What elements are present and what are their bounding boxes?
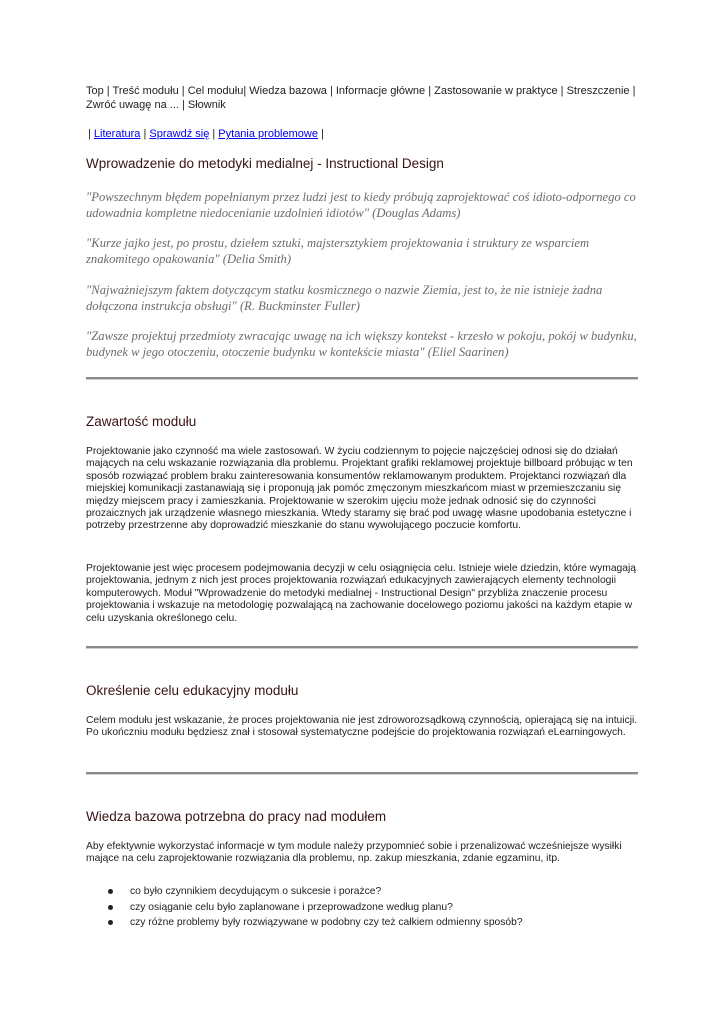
link-sprawdz-sie[interactable]: Sprawdź się [149, 128, 210, 140]
knowledge-paragraph: Aby efektywnie wykorzystać informacje w tym module należy przypomnieć sobie i przenalizować wcześniejsze wysiłki mające na celu zaprojektowanie rozwiązania dla problemu, np. zakup mieszkania, zdanie egzaminu, itp. [86, 841, 622, 865]
quote-eliel-saarinen: "Zawsze projektuj przedmioty zwracając uwagę na ich większy kontekst - krzesło w pokoju, pokój w budynku, budynek w jego otoczeniu, otoczenie budynku w kontekście miasta" (Eliel Saarinen) [86, 329, 637, 359]
list-item-text: czy różne problemy były rozwiązywane w podobny czy też całkiem odmienny sposób? [130, 917, 523, 928]
content-heading: Zawartość modułu [86, 414, 197, 429]
nav-separator: | [209, 128, 219, 140]
bullet-icon [108, 889, 113, 894]
top-navigation-text: Top | Treść modułu | Cel modułu| Wiedza bazowa | Informacje główne | Zastosowanie w praktyce | Streszczenie | Zwróć uwagę na ... | Słownik [86, 85, 636, 111]
bullet-icon [108, 920, 113, 925]
list-item [86, 884, 523, 900]
content-paragraph-1: Projektowanie jako czynność ma wiele zastosowań. W życiu codziennym to pojęcie najczęściej odnosi się do działań mających na celu wskazanie rozwiązania dla problemu. Projektant grafiki reklamowej projektuje billboard próbując w ten sposób rozwiązać problem braku zainteresowania konsumentów reklamowanym produktem. Projektanci rozwiązań dla miejskiej komunikacji zastanawiają się i proponują jak pomóc zmęczonym mieszkańcom miast w przemieszczaniu się między miejscem pracy i zamieszkania. Projektowanie w szerokim ujęciu może jednak odnosić się do czynności prozaicznych jak urządzenie własnego mieszkania. Wtedy staramy się brać pod uwagę własne upodobania estetyczne i potrzeby przestrzenne aby doprowadzić mieszkanie do stanu wywołującego poczucie komfortu. [86, 446, 633, 532]
nav-separator: | [317, 128, 324, 140]
quote-douglas-adams: "Powszechnym błędem popełnianym przez ludzi jest to kiedy próbują zaprojektować coś idioto-odpornego co udowadnia kompletne niedocenianie uzdolnień idiotów" (Douglas Adams) [86, 190, 636, 220]
horizontal-divider [86, 646, 638, 649]
nav-separator: | [88, 128, 94, 140]
list-item-text: czy osiąganie celu było zaplanowane i przeprowadzone według planu? [130, 901, 453, 913]
intro-heading: Wprowadzenie do metodyki medialnej - Instructional Design [86, 156, 444, 171]
link-literatura[interactable]: Literatura [93, 128, 141, 140]
list-item [86, 915, 523, 931]
goal-paragraph: Celem modułu jest wskazanie, że proces projektowania nie jest zdroworozsądkową czynnością, opierającą się na intuicji. Po ukończniu modułu będziesz znał i stosował systematyczne podejście do projektowania rozwiązań eLearningowych. [86, 715, 638, 739]
quote-buckminster-fuller: "Najważniejszym faktem dotyczącym statku kosmicznego o nazwie Ziemia, jest to, że nie istnieje żadna dołączona instrukcja obsługi" (R. Buckminster Fuller) [86, 283, 603, 313]
goal-heading: Określenie celu edukacyjny modułu [86, 683, 299, 698]
link-navigation [88, 127, 324, 141]
bullet-icon [108, 905, 113, 910]
knowledge-bullet-list [86, 884, 523, 931]
horizontal-divider [86, 772, 638, 775]
horizontal-divider [86, 377, 638, 380]
list-item-text: co było czynnikiem decydującym o sukcesie i porażce? [130, 886, 382, 897]
content-paragraph-2: Projektowanie jest więc procesem podejmowania decyzji w celu osiągnięcia celu. Istnieje wiele dziedzin, które wymagają projektowania, jednym z nich jest proces projektowania rozwiązań edukacyjnych zawierających elementy technologii komputerowych. Moduł "Wprowadzenie do metodyki medialnej - Instructional Design" przybliża znaczenie procesu projektowania i wskazuje na metodologię pozwalającą na zachowanie docelowego poziomu jakości na każdym etapie w celu uzyskania określonego celu. [86, 563, 637, 624]
nav-separator: | [140, 128, 150, 140]
list-item [86, 900, 523, 916]
knowledge-heading: Wiedza bazowa potrzebna do pracy nad modułem [86, 809, 387, 824]
link-pytania-problemowe[interactable]: Pytania problemowe [218, 128, 318, 140]
quote-delia-smith: "Kurze jajko jest, po prostu, dziełem sztuki, majstersztykiem projektowania i struktury ze wsparciem znakomitego opakowania" (Delia Smith) [86, 236, 590, 266]
